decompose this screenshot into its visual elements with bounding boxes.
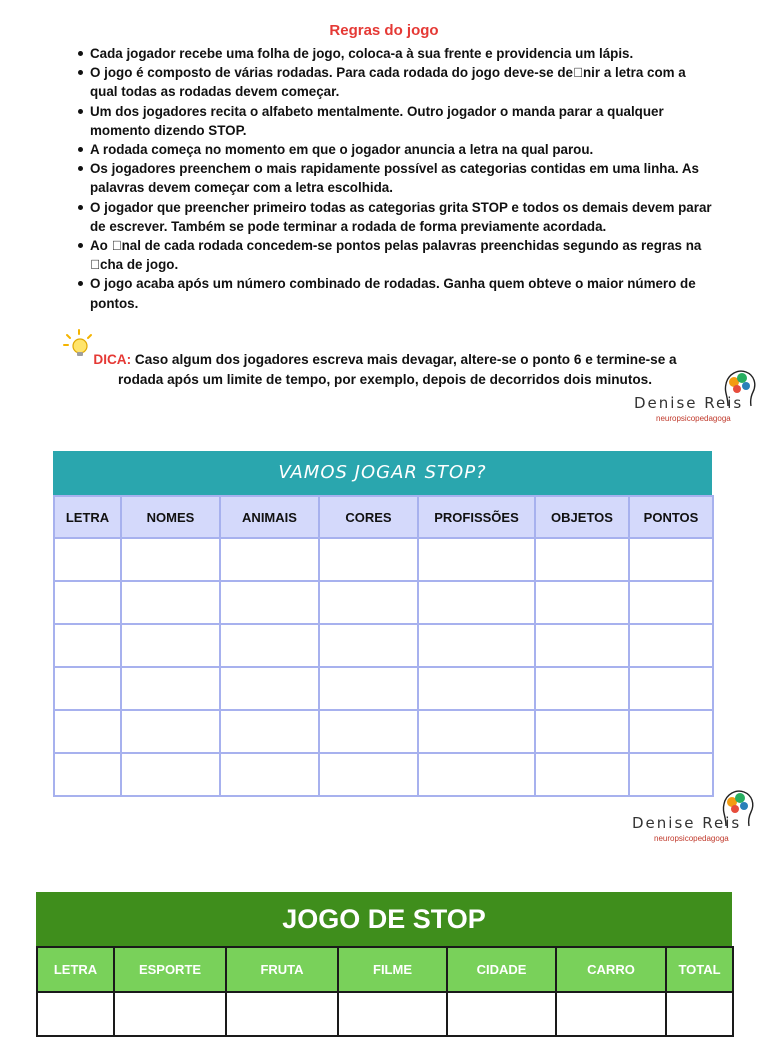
table-cell[interactable] xyxy=(121,753,220,796)
table-cell[interactable] xyxy=(629,710,713,753)
stop-table-1 xyxy=(53,451,712,797)
table-cell[interactable] xyxy=(319,753,418,796)
tip-text xyxy=(70,350,700,390)
column-header: LETRA xyxy=(37,947,114,992)
rules-title: Regras do jogo xyxy=(329,22,439,39)
column-header: CARRO xyxy=(556,947,666,992)
table-cell[interactable] xyxy=(319,667,418,710)
stop-grid-2-body xyxy=(37,992,733,1036)
table-cell[interactable] xyxy=(319,581,418,624)
table-row xyxy=(54,581,713,624)
column-header: ESPORTE xyxy=(114,947,226,992)
table-cell[interactable] xyxy=(114,992,226,1036)
stop-table-1-title: VAMOS JOGAR STOP? xyxy=(53,451,712,495)
table-cell[interactable] xyxy=(54,624,121,667)
table-cell[interactable] xyxy=(447,992,556,1036)
table-row xyxy=(54,710,713,753)
table-cell[interactable] xyxy=(319,538,418,581)
table-cell[interactable] xyxy=(629,581,713,624)
column-header: TOTAL xyxy=(666,947,733,992)
table-row xyxy=(37,992,733,1036)
column-header: CIDADE xyxy=(447,947,556,992)
table-cell[interactable] xyxy=(220,624,319,667)
table-cell[interactable] xyxy=(535,710,629,753)
table-row xyxy=(54,624,713,667)
table-cell[interactable] xyxy=(629,538,713,581)
tip-body: Caso algum dos jogadores escreva mais devagar, altere-se o ponto 6 e termine-se a rodada após um limite de tempo, por exemplo, depois de decorridos dois minutos. xyxy=(117,352,677,387)
brand-logo xyxy=(632,786,768,846)
table-cell[interactable] xyxy=(54,581,121,624)
column-header: PONTOS xyxy=(629,496,713,538)
table-row xyxy=(54,753,713,796)
rules-list xyxy=(76,44,716,313)
column-header: PROFISSÕES xyxy=(418,496,535,538)
rule-item: Cada jogador recebe uma folha de jogo, coloca-a à sua frente e providencia um lápis. xyxy=(76,44,716,63)
column-header: ANIMAIS xyxy=(220,496,319,538)
table-row xyxy=(54,667,713,710)
table-cell[interactable] xyxy=(418,753,535,796)
column-header: NOMES xyxy=(121,496,220,538)
table-cell[interactable] xyxy=(54,538,121,581)
table-cell[interactable] xyxy=(319,624,418,667)
table-cell[interactable] xyxy=(121,624,220,667)
tip-label: DICA: xyxy=(93,352,132,367)
table-cell[interactable] xyxy=(121,667,220,710)
table-cell[interactable] xyxy=(535,538,629,581)
table-cell[interactable] xyxy=(220,581,319,624)
table-cell[interactable] xyxy=(556,992,666,1036)
table-cell[interactable] xyxy=(418,624,535,667)
table-cell[interactable] xyxy=(666,992,733,1036)
table-cell[interactable] xyxy=(220,667,319,710)
table-cell[interactable] xyxy=(319,710,418,753)
table-cell[interactable] xyxy=(54,753,121,796)
rule-item: O jogador que preencher primeiro todas as categorias grita STOP e todos os demais devem parar de escrever. Também se pode terminar a rodada de forma previamente acordada. xyxy=(76,198,716,236)
rule-item: O jogo é composto de várias rodadas. Para cada rodada do jogo deve-se de nir a letra com a qual todas as rodadas devem começar. xyxy=(76,63,716,101)
table-cell[interactable] xyxy=(220,710,319,753)
column-header: FILME xyxy=(338,947,447,992)
logo-subtitle: neuropsicopedagoga xyxy=(654,834,729,843)
table-cell[interactable] xyxy=(418,538,535,581)
column-header: FRUTA xyxy=(226,947,338,992)
table-cell[interactable] xyxy=(535,753,629,796)
table-cell[interactable] xyxy=(220,753,319,796)
table-cell[interactable] xyxy=(535,624,629,667)
table-cell[interactable] xyxy=(54,667,121,710)
column-header: OBJETOS xyxy=(535,496,629,538)
table-cell[interactable] xyxy=(121,581,220,624)
logo-subtitle: neuropsicopedagoga xyxy=(656,414,731,423)
rule-item: Um dos jogadores recita o alfabeto mentalmente. Outro jogador o manda parar a qualquer momento dizendo STOP. xyxy=(76,102,716,140)
table-cell[interactable] xyxy=(220,538,319,581)
logo-name: Denise Reis xyxy=(632,814,742,832)
stop-grid-1 xyxy=(53,495,714,797)
table-cell[interactable] xyxy=(121,710,220,753)
stop-table-2 xyxy=(36,892,732,1037)
brand-logo xyxy=(634,366,768,426)
table-cell[interactable] xyxy=(338,992,447,1036)
table-cell[interactable] xyxy=(535,667,629,710)
rule-item: Ao  nal de cada rodada concedem-se pontos pelas palavras preenchidas segundo as regras na  cha de jogo. xyxy=(76,236,716,274)
stop-grid-1-body xyxy=(54,538,713,796)
table-cell[interactable] xyxy=(535,581,629,624)
table-cell[interactable] xyxy=(37,992,114,1036)
table-cell[interactable] xyxy=(54,710,121,753)
column-header: CORES xyxy=(319,496,418,538)
table-row xyxy=(54,538,713,581)
stop-table-2-title: JOGO DE STOP xyxy=(36,892,732,946)
rule-item: Os jogadores preenchem o mais rapidamente possível as categorias contidas em uma linha. As palavras devem começar com a letra escolhida. xyxy=(76,159,716,197)
table-cell[interactable] xyxy=(418,581,535,624)
rule-item: A rodada começa no momento em que o jogador anuncia a letra na qual parou. xyxy=(76,140,716,159)
table-cell[interactable] xyxy=(629,624,713,667)
table-cell[interactable] xyxy=(226,992,338,1036)
table-cell[interactable] xyxy=(418,710,535,753)
table-cell[interactable] xyxy=(418,667,535,710)
stop-grid-2 xyxy=(36,946,734,1037)
logo-name: Denise Reis xyxy=(634,394,744,412)
table-cell[interactable] xyxy=(629,667,713,710)
table-cell[interactable] xyxy=(121,538,220,581)
rule-item: O jogo acaba após um número combinado de rodadas. Ganha quem obteve o maior número de pontos. xyxy=(76,274,716,312)
column-header: LETRA xyxy=(54,496,121,538)
